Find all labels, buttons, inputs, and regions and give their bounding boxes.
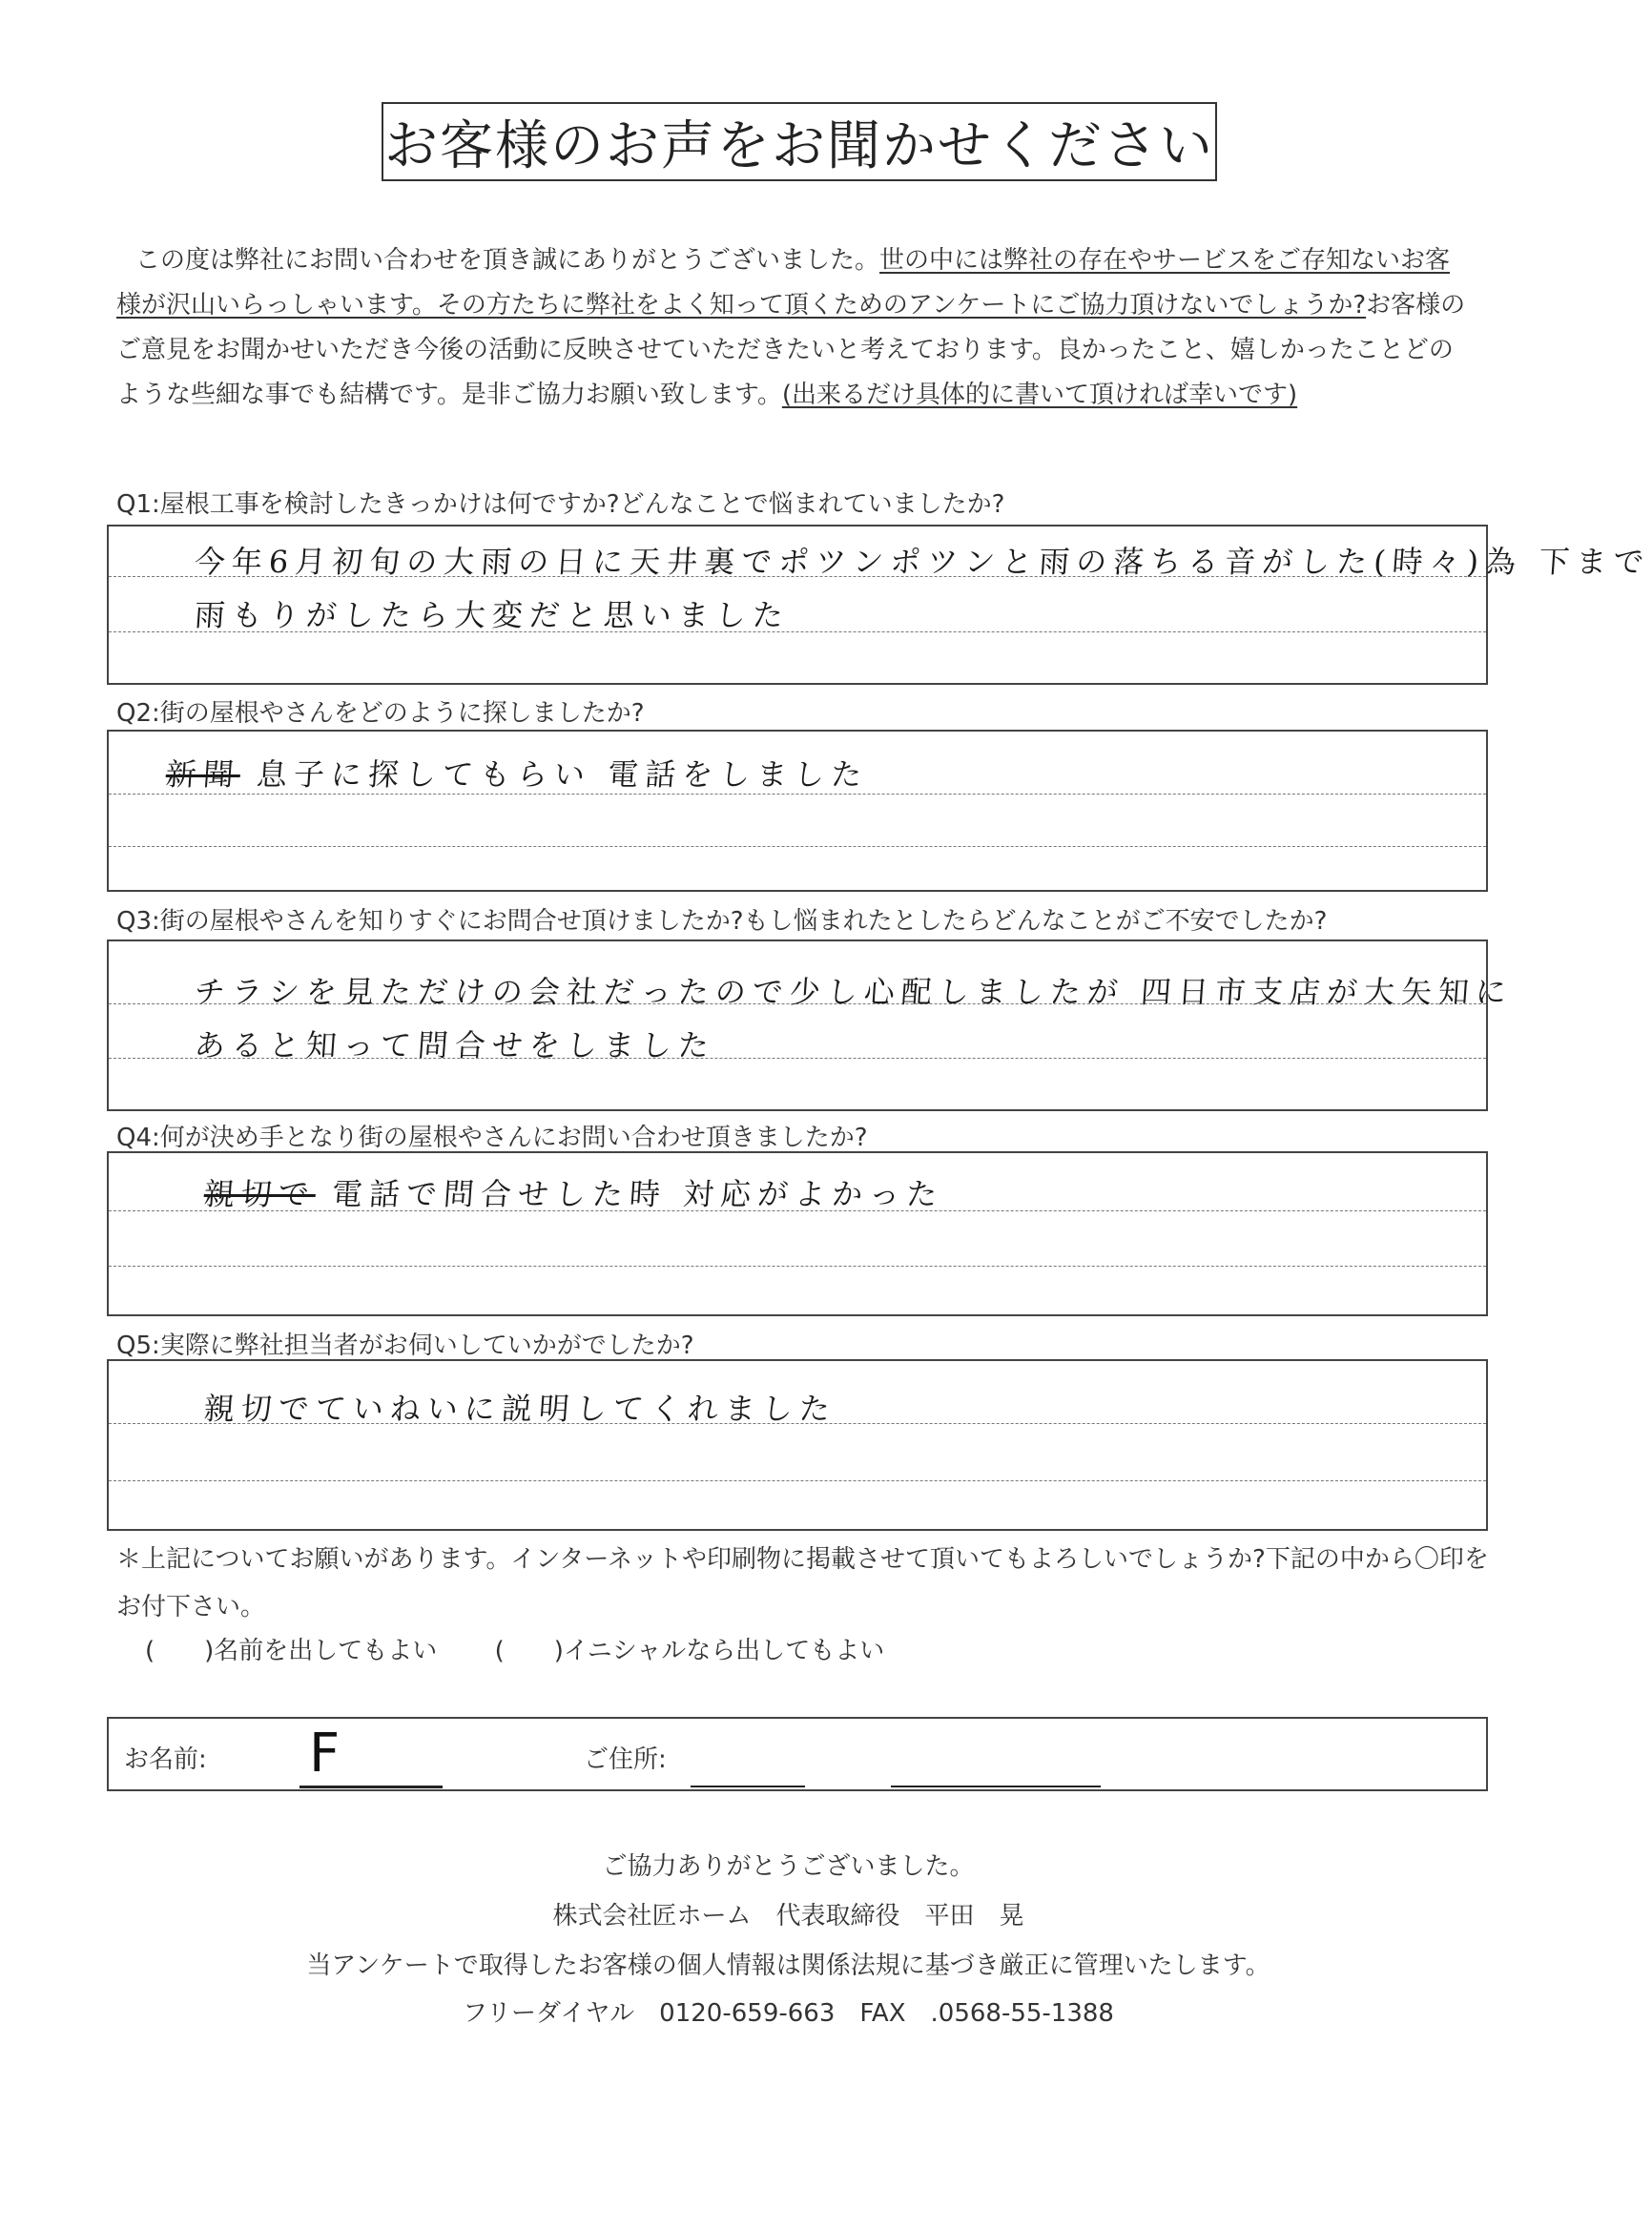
q5-line — [109, 1480, 1486, 1481]
intro-note: (出来るだけ具体的に書いて頂ければ幸いです) — [781, 381, 1298, 409]
q3-label: Q3:街の屋根やさんを知りすぐにお問合せ頂けましたか?もし悩まれたとしたらどんなことがご不安でしたか? — [116, 907, 1328, 936]
publication-note-line-2: お付下さい。 — [116, 1593, 266, 1621]
q2-label: Q2:街の屋根やさんをどのように探しましたか? — [116, 699, 645, 728]
q1-answer-line-1: 今年6月初旬の大雨の日に天井裏でポツンポツンと雨の落ちる音がした(時々)為 下まで — [193, 544, 1652, 580]
q1-answer-line-2: 雨もりがしたら大変だと思いました — [193, 597, 792, 633]
footer-privacy: 当アンケートで取得したお客様の個人情報は関係法規に基づき厳正に管理いたします。 — [306, 1951, 1270, 1980]
name-redaction-line — [299, 1786, 443, 1788]
publication-note — [116, 1536, 1490, 1631]
q3-answer-line-1: チラシを見ただけの会社だったので少し心配しましたが 四日市支店が大矢知に — [193, 974, 1515, 1010]
name-address-box — [107, 1717, 1488, 1791]
q5-answer-box — [107, 1359, 1488, 1531]
q4-answer-text: 電話で問合せした時 対応がよかった — [330, 1176, 945, 1212]
q2-answer-box — [107, 730, 1488, 892]
footer-thanks: ご協力ありがとうございました。 — [602, 1852, 975, 1881]
q3-answer-line-2: あると知って問合せをしました — [193, 1027, 717, 1063]
footer-contact: フリーダイヤル 0120-659-663 FAX .0568-55-1388 — [463, 1999, 1114, 2028]
q5-answer-line-1: 親切でていねいに説明してくれました — [202, 1391, 838, 1427]
publication-note-line-1: ＊上記についてお願いがあります。インターネットや印刷物に掲載させて頂いてもよろしいでしょうか?下記の中から〇印を — [116, 1545, 1489, 1574]
q4-label: Q4:何が決め手となり街の屋根やさんにお問い合わせ頂きましたか? — [116, 1124, 868, 1152]
consent-option-name[interactable]: ( )名前を出してもよい — [145, 1637, 438, 1665]
q2-answer-line-1 — [164, 751, 1449, 795]
name-label: お名前: — [124, 1745, 207, 1774]
consent-option-initial[interactable]: ( )イニシャルなら出してもよい — [494, 1637, 885, 1665]
intro-purpose: お客様のご意見をお聞かせいただき今後の活動に反映させていただきたいと考えております。良かったこと、嬉しかったことどのような些細な事でも結構です。是非ご協力お願い致します。 — [116, 291, 1466, 409]
q3-answer-box — [107, 939, 1515, 1111]
name-value[interactable]: F — [309, 1723, 341, 1785]
intro-greeting: この度は弊社にお問い合わせを頂き誠にありがとうございました。 — [135, 246, 880, 275]
q1-answer-box — [107, 525, 1652, 685]
address-redaction-line — [891, 1786, 1101, 1787]
address-redaction-line — [691, 1786, 805, 1787]
q5-label: Q5:実際に弊社担当者がお伺いしていかがでしたか? — [116, 1332, 694, 1360]
survey-title: お客様のお声をお聞かせください — [382, 102, 1217, 181]
q4-answer-line-1 — [202, 1170, 1449, 1214]
q2-struck-text: 新聞 — [164, 756, 242, 793]
q1-label: Q1:屋根工事を検討したきっかけは何ですか?どんなことで悩まれていましたか? — [116, 490, 1005, 519]
footer-company: 株式会社匠ホーム 代表取締役 平田 晃 — [552, 1902, 1024, 1931]
q4-line — [109, 1266, 1486, 1267]
intro-request: 世の中には弊社の存在やサービスをご存知ないお客様が沢山いらっしゃいます。その方たちに弊社をよく知って頂くためのアンケートにご協力頂けないでしょうか? — [116, 246, 1451, 320]
consent-options — [145, 1631, 896, 1666]
q4-answer-box — [107, 1151, 1488, 1316]
q2-line — [109, 846, 1486, 847]
address-label: ご住所: — [584, 1745, 667, 1774]
q4-struck-text: 親切で — [202, 1176, 318, 1212]
q2-answer-text: 息子に探してもらい 電話をしました — [255, 756, 870, 793]
intro-text — [116, 238, 1471, 418]
